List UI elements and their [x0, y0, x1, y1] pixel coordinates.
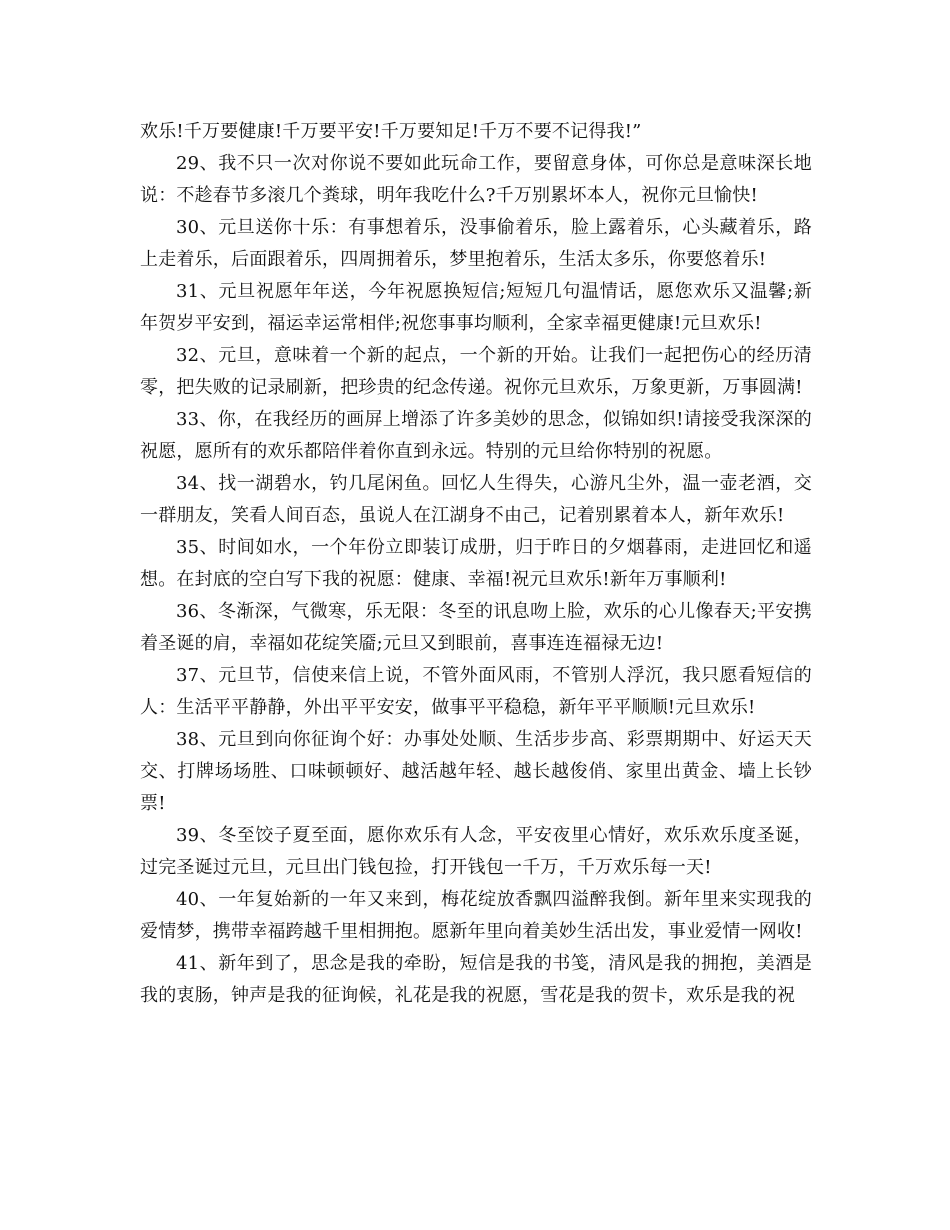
paragraph-continuation: 欢乐!千万要健康!千万要平安!千万要知足!千万不要不记得我!” — [140, 121, 642, 142]
paragraph-item-39: 39、冬至饺子夏至面，愿你欢乐有人念，平安夜里心情好，欢乐欢乐度圣诞，过完圣诞过元旦，元旦出门钱包捡，打开钱包一千万，千万欢乐每一天! — [140, 825, 812, 878]
paragraph-item-34: 34、找一湖碧水，钓几尾闲鱼。回忆人生得失，心游凡尘外，温一壶老酒，交一群朋友，笑看人间百态，虽说人在江湖身不由己，记着别累着本人，新年欢乐! — [140, 473, 812, 526]
paragraph-item-40: 40、一年复始新的一年又来到，梅花绽放香飘四溢醉我倒。新年里来实现我的爱情梦，携带幸福跨越千里相拥抱。愿新年里向着美妙生活出发，事业爱情一网收! — [140, 889, 812, 942]
paragraph-item-30: 30、元旦送你十乐：有事想着乐，没事偷着乐，脸上露着乐，心头藏着乐，路上走着乐，后面跟着乐，四周拥着乐，梦里抱着乐，生活太多乐，你要悠着乐! — [140, 217, 812, 270]
paragraph-item-36: 36、冬渐深，气微寒，乐无限：冬至的讯息吻上脸，欢乐的心儿像春天;平安携着圣诞的肩，幸福如花绽笑靥;元旦又到眼前，喜事连连福禄无边! — [140, 601, 812, 654]
paragraph-item-41: 41、新年到了，思念是我的牵盼，短信是我的书笺，清风是我的拥抱，美酒是我的衷肠，钟声是我的征询候，礼花是我的祝愿，雪花是我的贺卡，欢乐是我的祝 — [140, 953, 812, 1006]
paragraph-item-29: 29、我不只一次对你说不要如此玩命工作，要留意身体，可你总是意味深长地说：不趁春节多滚几个粪球，明年我吃什么?千万别累坏本人，祝你元旦愉快! — [140, 153, 812, 206]
document-body — [140, 116, 812, 1012]
paragraph-item-33: 33、你，在我经历的画屏上增添了许多美妙的思念，似锦如织!请接受我深深的祝愿，愿所有的欢乐都陪伴着你直到永远。特别的元旦给你特别的祝愿。 — [140, 409, 812, 462]
paragraph-item-32: 32、元旦，意味着一个新的起点，一个新的开始。让我们一起把伤心的经历清零，把失败的记录刷新，把珍贵的纪念传递。祝你元旦欢乐，万象更新，万事圆满! — [140, 345, 812, 398]
paragraph-item-31: 31、元旦祝愿年年送，今年祝愿换短信;短短几句温情话，愿您欢乐又温馨;新年贺岁平安到，福运幸运常相伴;祝您事事均顺利，全家幸福更健康!元旦欢乐! — [140, 281, 812, 334]
paragraph-item-38: 38、元旦到向你征询个好：办事处处顺、生活步步高、彩票期期中、好运天天交、打牌场场胜、口味顿顿好、越活越年轻、越长越俊俏、家里出黄金、墙上长钞票! — [140, 729, 812, 814]
paragraph-item-35: 35、时间如水，一个年份立即装订成册，归于昨日的夕烟暮雨，走进回忆和遥想。在封底的空白写下我的祝愿：健康、幸福!祝元旦欢乐!新年万事顺利! — [140, 537, 812, 590]
paragraph-item-37: 37、元旦节，信使来信上说，不管外面风雨，不管别人浮沉，我只愿看短信的人：生活平平静静，外出平平安安，做事平平稳稳，新年平平顺顺!元旦欢乐! — [140, 665, 812, 718]
